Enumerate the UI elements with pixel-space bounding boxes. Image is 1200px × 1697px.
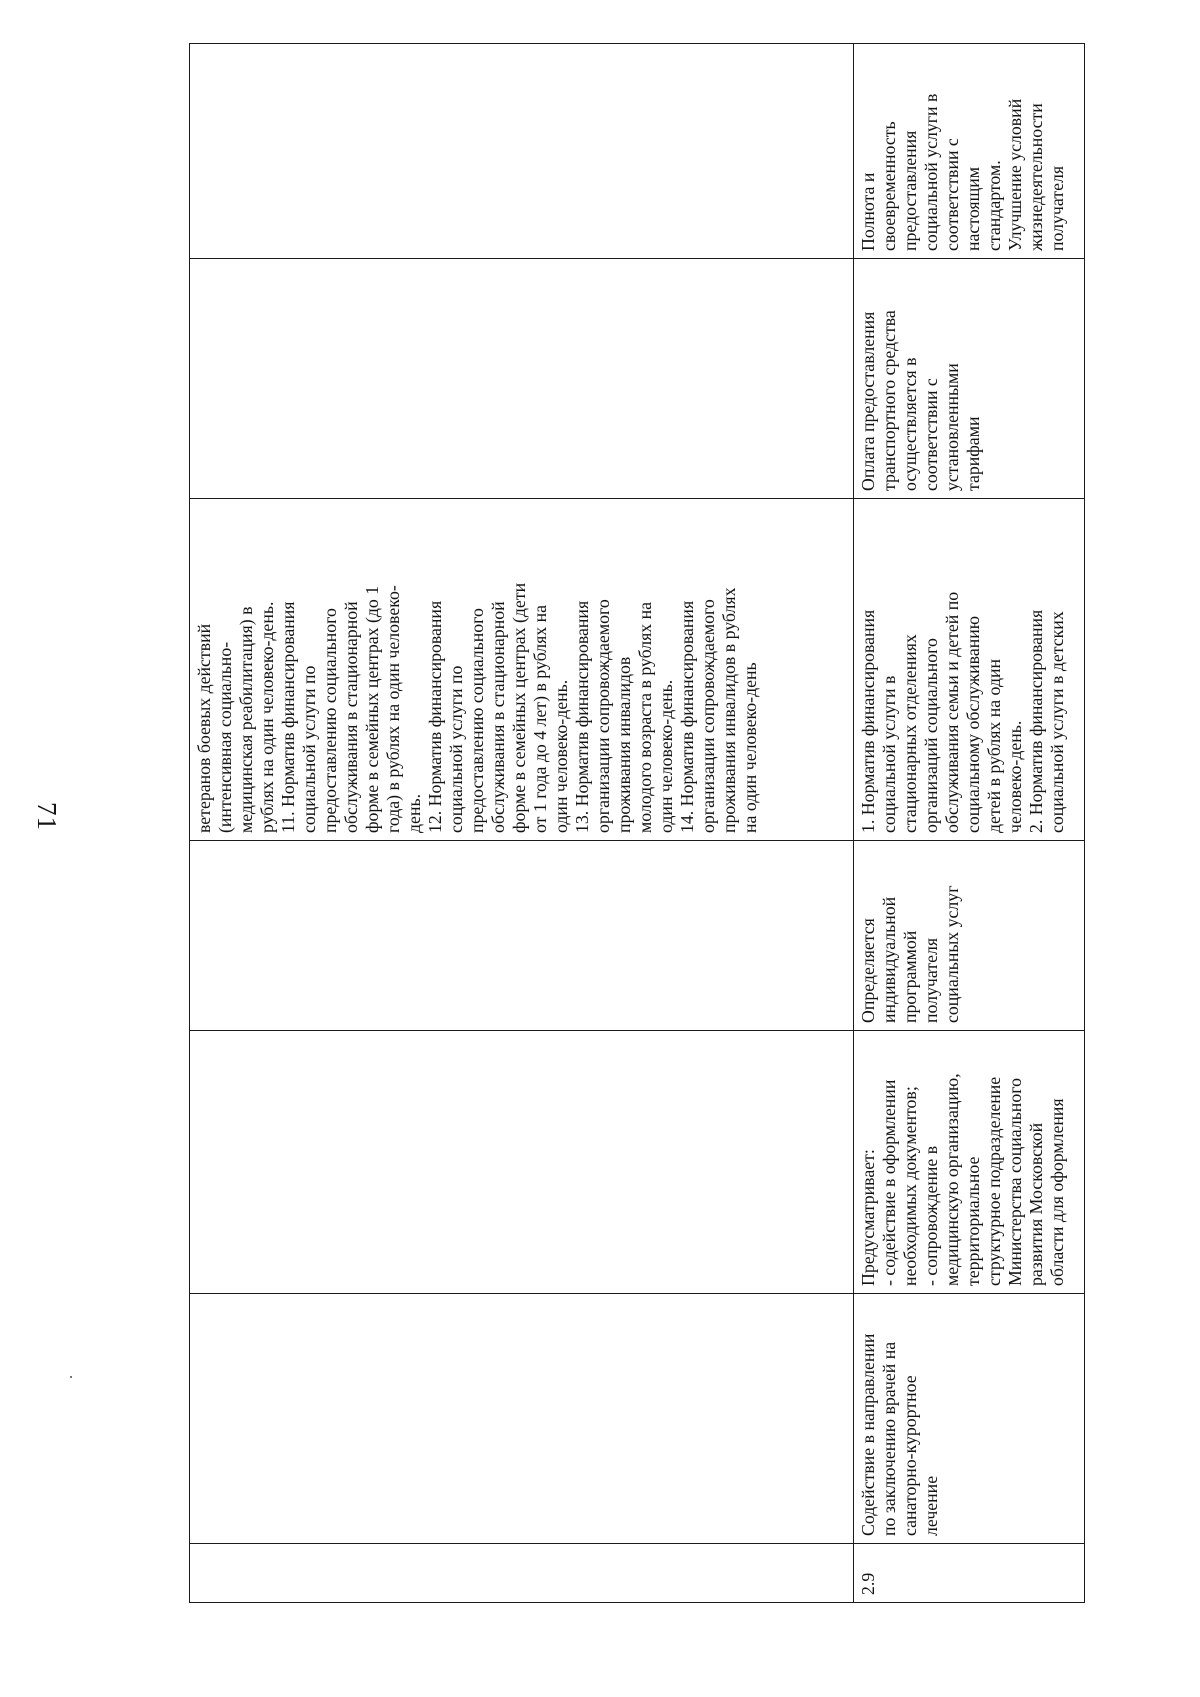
page-number: 71 xyxy=(32,802,62,831)
cell-quality xyxy=(190,44,854,259)
scan-speck xyxy=(70,1376,72,1378)
cell-volume: Определяется индивидуальной программой получателя социальных услуг xyxy=(854,841,1085,1031)
service-standard-table xyxy=(189,43,1085,1603)
cell-service-name: Содействие в направлении по заключению врачей на санаторно-курортное лечение xyxy=(854,1294,1085,1544)
cell-number: 2.9 xyxy=(854,1544,1085,1603)
cell-financing: 1. Норматив финансирования социальной услуги в стационарных отделениях организаций социального обслуживания семьи и детей по социальному обслуживанию детей в рублях на один человеко-день. 2. Норматив финансирования социальной услуги в детских xyxy=(854,499,1085,841)
table-row-continued xyxy=(190,44,854,1603)
cell-description xyxy=(190,1031,854,1294)
rotated-table-sheet xyxy=(189,44,1084,1603)
cell-conditions xyxy=(190,259,854,499)
cell-quality: Полнота и своевременность предоставления социальной услуги в соответствии с настоящим стандартом. Улучшение условий жизнедеятельности получателя xyxy=(854,44,1085,259)
cell-conditions: Оплата предоставления транспортного средства осуществляется в соответствии с установленными тарифами xyxy=(854,259,1085,499)
cell-description: Предусматривает: - содействие в оформлении необходимых документов; - сопровождение в медицинскую организацию, территориальное структурное подразделение Министерства социального развития Московской области для оформления xyxy=(854,1031,1085,1294)
cell-service-name xyxy=(190,1294,854,1544)
cell-number xyxy=(190,1544,854,1603)
cell-financing: ветеранов боевых действий (интенсивная социально- медицинская реабилитация) в рублях на один человеко-день. 11. Норматив финансирования социальной услуги по предоставлению социального обслуживания в стационарной форме в семейных центрах (до 1 года) в рублях на один человеко- день. 12. Норматив финансирования социальной услуги по предоставлению социального обслуживания в стационарной форме в семейных центрах (дети от 1 года до 4 лет) в рублях на один человеко-день. 13. Норматив финансирования организации сопровождаемого проживания инвалидов молодого возраста в рублях на один человеко-день. 14. Норматив финансирования организации сопровождаемого проживания инвалидов в рублях на один человеко-день xyxy=(190,499,854,841)
cell-volume xyxy=(190,841,854,1031)
table-row-2-9 xyxy=(854,44,1085,1603)
